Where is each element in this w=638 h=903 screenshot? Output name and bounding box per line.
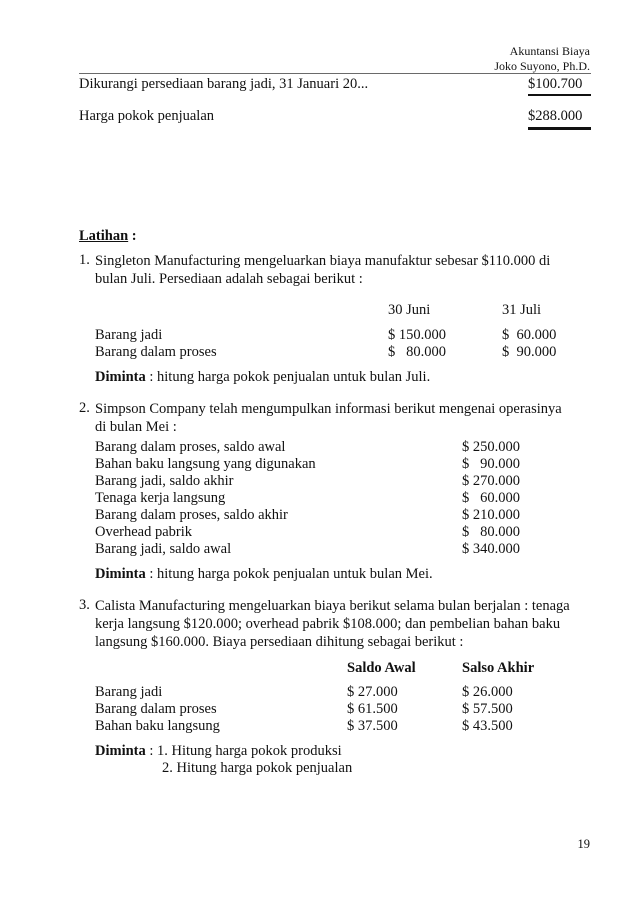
ex2-row-value: $ 90.000 (462, 456, 520, 472)
ex3-row-value: $ 27.000 (347, 684, 398, 700)
ex3-row-value: $ 26.000 (462, 684, 513, 700)
ex3-row-value: $ 57.500 (462, 701, 513, 717)
ex3-text: Calista Manufacturing mengeluarkan biaya berikut selama bulan berjalan : tenaga kerja langsung $120.000; overhead pabrik $108.000; dan pembelian bahan baku langsung $160.000. Biaya persediaan dihitung sebagai berikut : (95, 598, 570, 650)
ex2-row-value: $ 270.000 (462, 473, 520, 489)
ex1-row-label: Barang jadi (95, 327, 163, 343)
double-underline (528, 127, 591, 130)
ex2-row-value: $ 60.000 (462, 490, 520, 506)
ex3-row-label: Bahan baku langsung (95, 718, 220, 734)
ex3-col1-header: Saldo Awal (347, 660, 416, 676)
header-title: Akuntansi Biaya (509, 44, 590, 58)
ex3-number: 3. (79, 597, 90, 613)
ex3-row-value: $ 37.500 (347, 718, 398, 734)
ex3-row-value: $ 61.500 (347, 701, 398, 717)
top-row1-value: $100.700 (528, 76, 583, 92)
ex2-row-value: $ 80.000 (462, 524, 520, 540)
ex1-diminta: Diminta : hitung harga pokok penjualan untuk bulan Juli. (95, 369, 431, 385)
ex2-text: Simpson Company telah mengumpulkan informasi berikut mengenai operasinya di bulan Mei : (95, 401, 562, 435)
ex2-row-value: $ 210.000 (462, 507, 520, 523)
ex3-row-label: Barang dalam proses (95, 701, 217, 717)
ex2-row-value: $ 250.000 (462, 439, 520, 455)
ex3-diminta-item2: 2. Hitung harga pokok penjualan (162, 760, 353, 776)
ex1-row-value: $ 80.000 (388, 344, 446, 360)
single-underline (528, 94, 591, 96)
ex3-row-value: $ 43.500 (462, 718, 513, 734)
ex3-col2-header: Salso Akhir (462, 660, 535, 676)
ex1-col1-header: 30 Juni (388, 302, 431, 318)
ex1-row-value: $ 60.000 (502, 327, 557, 343)
ex2-row-label: Overhead pabrik (95, 524, 193, 540)
ex2-row-label: Barang jadi, saldo akhir (95, 473, 234, 489)
latihan-heading: Latihan : (79, 228, 137, 244)
ex1-number: 1. (79, 252, 90, 268)
ex2-row-label: Bahan baku langsung yang digunakan (95, 456, 316, 472)
ex2-number: 2. (79, 400, 90, 416)
ex1-text: Singleton Manufacturing mengeluarkan biaya manufaktur sebesar $110.000 di bulan Juli. Persediaan adalah sebagai berikut : (95, 253, 551, 287)
header-rule (79, 73, 591, 74)
header-author: Joko Suyono, Ph.D. (494, 59, 590, 73)
ex2-row-value: $ 340.000 (462, 541, 520, 557)
page-number: 19 (577, 837, 590, 851)
ex2-row-label: Barang jadi, saldo awal (95, 541, 232, 557)
ex3-row-label: Barang jadi (95, 684, 163, 700)
ex3-diminta: Diminta : 1. Hitung harga pokok produksi (95, 743, 342, 759)
ex1-col2-header: 31 Juli (502, 302, 542, 318)
ex2-diminta: Diminta : hitung harga pokok penjualan untuk bulan Mei. (95, 566, 433, 582)
ex2-row-label: Barang dalam proses, saldo awal (95, 439, 286, 455)
ex1-row-label: Barang dalam proses (95, 344, 217, 360)
top-row2-label: Harga pokok penjualan (79, 108, 215, 124)
ex1-row-value: $ 150.000 (388, 327, 446, 343)
ex2-row-label: Tenaga kerja langsung (95, 490, 226, 506)
ex1-row-value: $ 90.000 (502, 344, 557, 360)
top-row2-value: $288.000 (528, 108, 583, 124)
ex2-row-label: Barang dalam proses, saldo akhir (95, 507, 288, 523)
top-row1-label: Dikurangi persediaan barang jadi, 31 Januari 20... (79, 76, 369, 92)
